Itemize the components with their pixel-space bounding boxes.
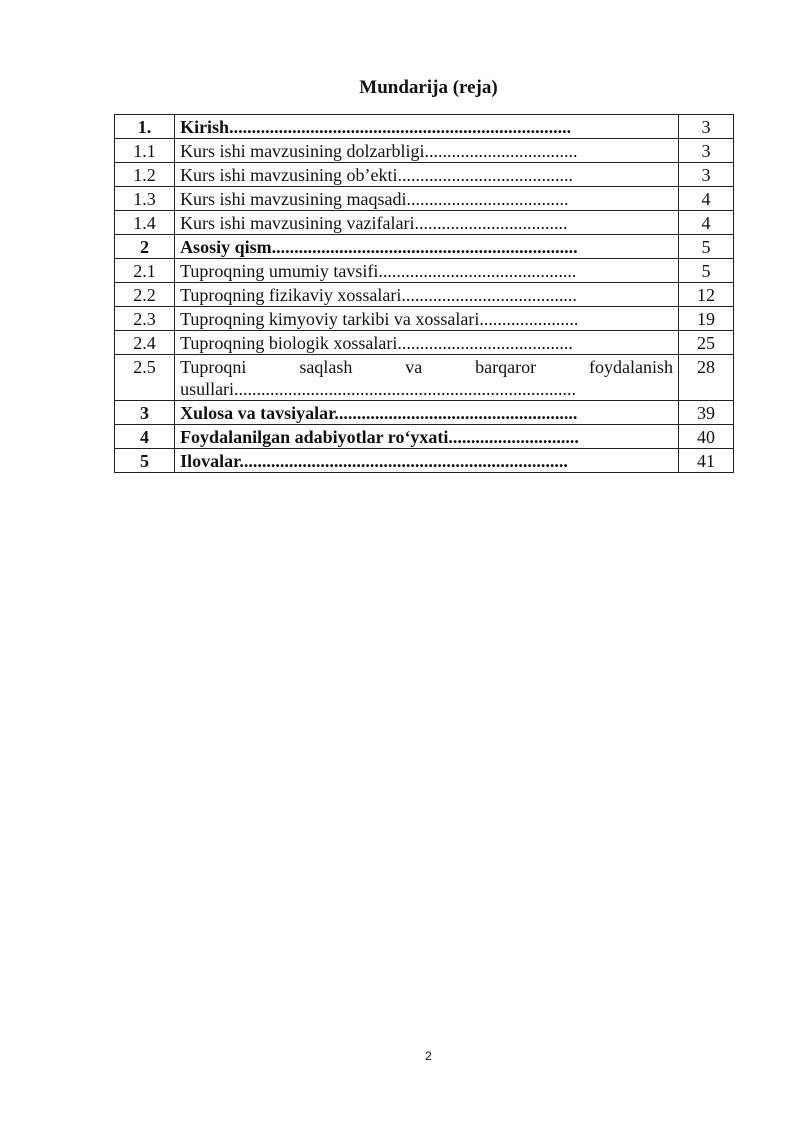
page-number: 2 <box>425 1049 432 1063</box>
toc-number: 2.4 <box>115 331 175 355</box>
document-title: Mundarija (reja) <box>359 77 498 98</box>
toc-row <box>115 425 734 449</box>
toc-page: 41 <box>679 449 734 473</box>
toc-number: 4 <box>115 425 175 449</box>
toc-number: 1.1 <box>115 139 175 163</box>
toc-page: 3 <box>679 115 734 139</box>
toc-number: 1.3 <box>115 187 175 211</box>
toc-entry: Foydalanilgan adabiyotlar ro‘yxati............................. <box>175 425 679 449</box>
toc-page: 3 <box>679 139 734 163</box>
toc-entry: Asosiy qism.................................................................... <box>175 235 679 259</box>
toc-row <box>115 449 734 473</box>
toc-page: 19 <box>679 307 734 331</box>
toc-entry: Tuproqning biologik xossalari....................................... <box>175 331 679 355</box>
toc-entry: Tuproqning umumiy tavsifi............................................ <box>175 259 679 283</box>
toc-entry: Kurs ishi mavzusining ob’ekti....................................... <box>175 163 679 187</box>
toc-row <box>115 355 734 401</box>
toc-entry: Xulosa va tavsiyalar...................................................... <box>175 401 679 425</box>
toc-page: 25 <box>679 331 734 355</box>
toc-page: 28 <box>679 355 734 401</box>
toc-entry: Kurs ishi mavzusining dolzarbligi.................................. <box>175 139 679 163</box>
toc-row <box>115 187 734 211</box>
toc-row <box>115 307 734 331</box>
toc-number: 1. <box>115 115 175 139</box>
toc-row <box>115 331 734 355</box>
toc-number: 5 <box>115 449 175 473</box>
toc-page: 4 <box>679 187 734 211</box>
toc-page: 40 <box>679 425 734 449</box>
toc-number: 2.5 <box>115 355 175 401</box>
toc-entry: Kirish............................................................................ <box>175 115 679 139</box>
toc-row <box>115 139 734 163</box>
toc-entry: Kurs ishi mavzusining maqsadi.................................... <box>175 187 679 211</box>
toc-number: 1.4 <box>115 211 175 235</box>
toc-row <box>115 115 734 139</box>
toc-page: 3 <box>679 163 734 187</box>
toc-number: 2.1 <box>115 259 175 283</box>
toc-page: 12 <box>679 283 734 307</box>
toc-row <box>115 163 734 187</box>
toc-number: 2.3 <box>115 307 175 331</box>
toc-entry: Ilovalar......................................................................... <box>175 449 679 473</box>
toc-row <box>115 401 734 425</box>
toc-entry: Tuproqni saqlash va barqaror foydalanish usullari............................................................................ <box>175 355 679 401</box>
toc-page: 5 <box>679 259 734 283</box>
toc-row <box>115 211 734 235</box>
toc-entry: Tuproqning fizikaviy xossalari....................................... <box>175 283 679 307</box>
toc-row <box>115 259 734 283</box>
toc-number: 2.2 <box>115 283 175 307</box>
toc-number: 2 <box>115 235 175 259</box>
toc-page: 39 <box>679 401 734 425</box>
toc-page: 5 <box>679 235 734 259</box>
toc-number: 1.2 <box>115 163 175 187</box>
table-of-contents <box>114 114 734 473</box>
toc-row <box>115 235 734 259</box>
toc-number: 3 <box>115 401 175 425</box>
toc-entry: Tuproqning kimyoviy tarkibi va xossalari...................... <box>175 307 679 331</box>
toc-entry: Kurs ishi mavzusining vazifalari.................................. <box>175 211 679 235</box>
toc-row <box>115 283 734 307</box>
toc-page: 4 <box>679 211 734 235</box>
